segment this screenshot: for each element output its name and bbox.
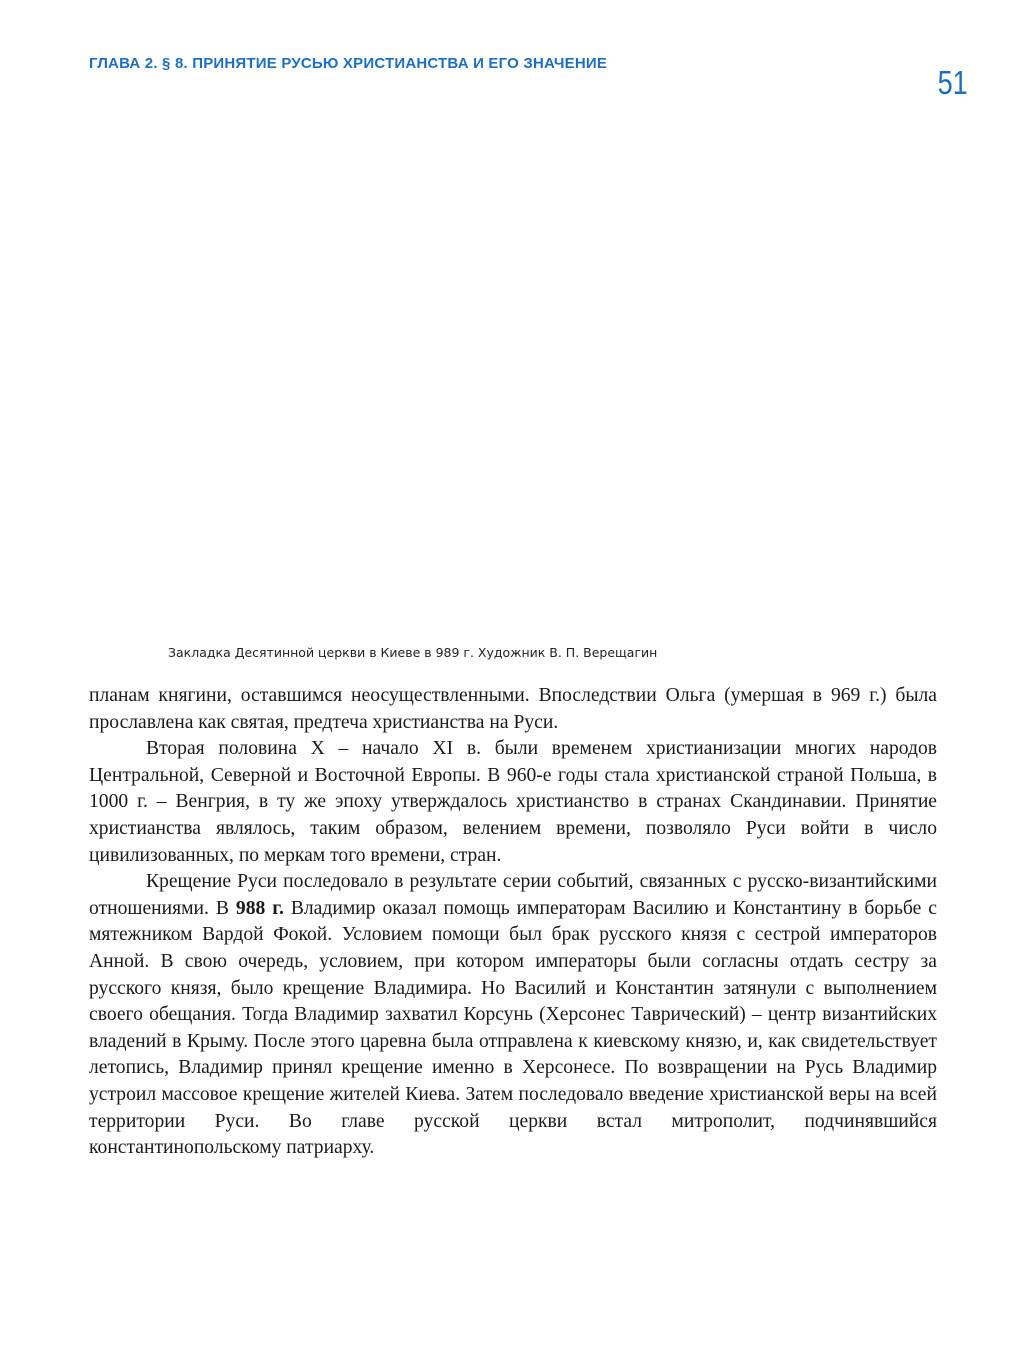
year-988-bold: 988 г. bbox=[235, 897, 284, 919]
figure-caption: Закладка Десятинной церкви в Киеве в 989 г. Художник В. П. Верещагин bbox=[168, 645, 658, 660]
paragraph-3-start: Крещение Руси последовало в результате серии событий, связанных с русско-византийскими отношениями. В bbox=[89, 871, 937, 919]
running-head-title: ГЛАВА 2. § 8. ПРИНЯТИЕ РУСЬЮ ХРИСТИАНСТВА И ЕГО ЗНАЧЕНИЕ bbox=[89, 55, 608, 72]
paragraph-3 bbox=[89, 869, 937, 1162]
paragraph-2: Вторая половина X – начало XI в. были временем христианизации многих народов Центральной, Северной и Восточной Европы. В 960-е годы стала христианской страной Польша, в 1000 г. – Венгрия, в ту же эпоху утверждалось христианство в странах Скандинавии. Принятие христианства являлось, таким образом, велением времени, позволяло Руси войти в число цивилизованных, по меркам того времени, стран. bbox=[89, 738, 937, 866]
page-number: 51 bbox=[937, 64, 968, 101]
paragraph-3-rest: Владимир оказал помощь императорам Василию и Константину в борьбе с мятежником Вардой Фокой. Условием помощи был брак русского князя с сестрой императоров Анной. В свою очередь, условием, при котором императоры были согласны отдать сестру за русского князя, было крещение Владимира. Но Василий и Константин затянули с выполнением своего обещания. Тогда Владимир захватил Корсунь (Херсонес Таврический) – центр византийских владений в Крыму. После этого царевна была отправлена к киевскому князю, и, как свидетельствует летопись, Владимир принял крещение именно в Херсонесе. По возвращении на Русь Владимир устроил массовое крещение жителей Киева. Затем последовало введение христианской веры на всей территории Руси. Во главе русской церкви встал митрополит, подчинявшийся константинопольскому патриарху. bbox=[89, 897, 937, 1159]
paragraph-1: планам княгини, оставшимся неосуществленными. Впоследствии Ольга (умершая в 969 г.) была прославлена как святая, предтеча христианства на Руси. bbox=[89, 685, 937, 733]
body-text bbox=[89, 683, 937, 1162]
illustration-area bbox=[89, 110, 939, 625]
